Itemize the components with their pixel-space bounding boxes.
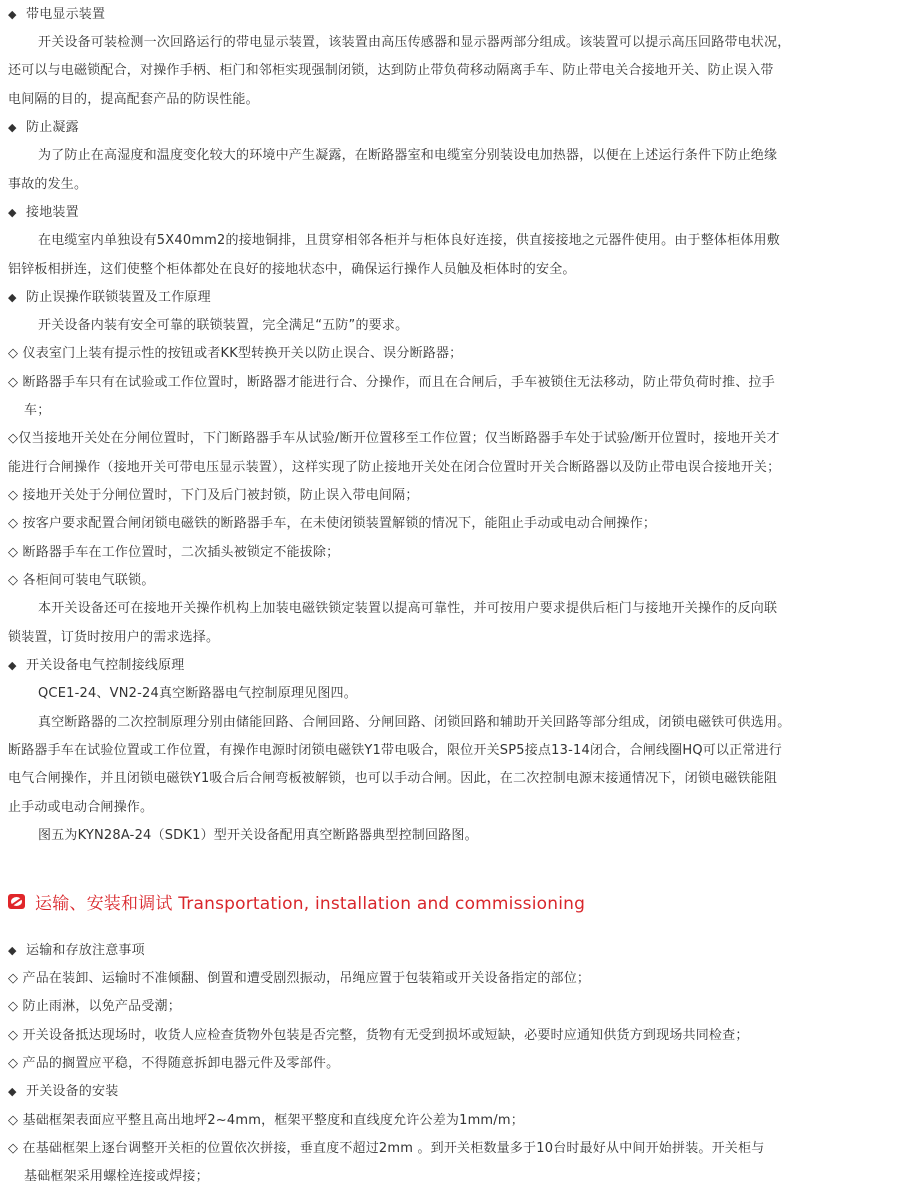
heading-transport: ◆ 运输和存放注意事项 xyxy=(8,943,145,958)
list-item: ◇ 接地开关处于分闸位置时，下门及后门被封锁，防止误入带电间隔； xyxy=(8,488,419,503)
paragraph-line: 还可以与电磁锁配合，对操作手柄、柜门和邻柜实现强制闭锁，达到防止带负荷移动隔离手车、防止带电关合接地开关、防止误入带 xyxy=(8,63,774,78)
diamond-bullet-icon: ◆ xyxy=(8,1085,17,1098)
list-item: ◇ 开关设备抵达现场时，收货人应检查货物外包装是否完整，货物有无受到损坏或短缺，必要时应通知供货方到现场共同检查； xyxy=(8,1028,749,1043)
diamond-bullet-icon: ◆ xyxy=(8,659,17,672)
list-item: ◇ 产品的搁置应平稳，不得随意拆卸电器元件及零部件。 xyxy=(8,1056,340,1071)
list-item: ◇ 在基础框架上逐台调整开关柜的位置依次拼接，垂直度不超过2mm 。到开关柜数量多于10台时最好从中间开始拼装。开关柜与 xyxy=(8,1141,765,1156)
paragraph-line: 止手动或电动合闸操作。 xyxy=(8,800,154,815)
paragraph-line: QCE1-24、VN2-24真空断路器电气控制原理见图四。 xyxy=(38,686,357,701)
diamond-bullet-icon: ◆ xyxy=(8,944,17,957)
heading-control-wiring: ◆ 开关设备电气控制接线原理 xyxy=(8,658,185,673)
paragraph-line: 事故的发生。 xyxy=(8,177,88,192)
paragraph-line: 电间隔的目的，提高配套产品的防误性能。 xyxy=(8,92,259,107)
heading-install: ◆ 开关设备的安装 xyxy=(8,1084,119,1099)
paragraph-line: 电气合闸操作，并且闭锁电磁铁Y1吸合后合闸弯板被解锁，也可以手动合闸。因此，在二次控制电源末接通情况下，闭锁电磁铁能阻 xyxy=(8,771,778,786)
diamond-bullet-icon: ◆ xyxy=(8,121,17,134)
paragraph-line: 开关设备内装有安全可靠的联锁装置，完全满足“五防”的要求。 xyxy=(38,318,409,333)
paragraph-line: 铝锌板相拼连，这们使整个柜体都处在良好的接地状态中，确保运行操作人员触及柜体时的安全。 xyxy=(8,262,576,277)
heading-grounding: ◆ 接地装置 xyxy=(8,205,79,220)
paragraph-line: 真空断路器的二次控制原理分别由储能回路、合闸回路、分闸回路、闭锁回路和辅助开关回路等部分组成，闭锁电磁铁可供选用。 xyxy=(38,715,791,730)
paragraph-line: 为了防止在高湿度和温度变化较大的环境中产生凝露，在断路器室和电缆室分别装设电加热器，以便在上述运行条件下防止绝缘 xyxy=(38,148,778,163)
paragraph-line: 开关设备可装检测一次回路运行的带电显示装置，该装置由高压传感器和显示器两部分组成。该装置可以提示高压回路带电状况， xyxy=(38,35,791,50)
list-item: ◇ 基础框架表面应平整且高出地坪2~4mm，框架平整度和直线度允许公差为1mm/m； xyxy=(8,1113,524,1128)
list-item: ◇ 仪表室门上装有提示性的按钮或者KK型转换开关以防止误合、误分断路器； xyxy=(8,346,463,361)
heading-interlock: ◆ 防止误操作联锁装置及工作原理 xyxy=(8,290,211,305)
list-item: ◇ 各柜间可装电气联锁。 xyxy=(8,573,155,588)
section-title-text: 运输、安装和调试 Transportation, installation and commissioning xyxy=(35,893,586,914)
paragraph-line: 锁装置，订货时按用户的需求选择。 xyxy=(8,630,220,645)
list-item: ◇ 断路器手车只有在试验或工作位置时，断路器才能进行合、分操作，而且在合闸后，手车被锁住无法移动，防止带负荷时推、拉手 xyxy=(8,375,775,390)
list-item-continuation: 基础框架采用螺栓连接或焊接； xyxy=(24,1169,209,1184)
heading-live-display: ◆ 带电显示装置 xyxy=(8,7,106,22)
no-entry-icon xyxy=(8,894,25,909)
list-item: ◇ 防止雨淋，以免产品受潮； xyxy=(8,999,181,1014)
section-title xyxy=(8,889,585,913)
list-item: ◇仅当接地开关处在分闸位置时，下门断路器手车从试验/断开位置移至工作位置；仅当断路器手车处于试验/断开位置时，接地开关才 xyxy=(8,431,780,446)
paragraph-line: 在电缆室内单独设有5X40mm2的接地铜排，且贯穿相邻各柜并与柜体良好连接，供直接接地之元器件使用。由于整体柜体用敷 xyxy=(38,233,780,248)
list-item: ◇ 断路器手车在工作位置时，二次插头被锁定不能拔除； xyxy=(8,545,340,560)
list-item-continuation: 能进行合闸操作（接地开关可带电压显示装置），这样实现了防止接地开关处在闭合位置时开关合断路器以及防止带电误合接地开关； xyxy=(8,460,781,475)
heading-anti-condensation: ◆ 防止凝露 xyxy=(8,120,79,135)
list-item: ◇ 按客户要求配置合闸闭锁电磁铁的断路器手车，在未使闭锁装置解锁的情况下，能阻止手动或电动合闸操作； xyxy=(8,516,657,531)
diamond-bullet-icon: ◆ xyxy=(8,291,17,304)
list-item-continuation: 车； xyxy=(24,403,51,418)
paragraph-line: 本开关设备还可在接地开关操作机构上加装电磁铁锁定装置以提高可靠性，并可按用户要求提供后柜门与接地开关操作的反向联 xyxy=(38,601,778,616)
paragraph-line: 图五为KYN28A-24（SDK1）型开关设备配用真空断路器典型控制回路图。 xyxy=(38,828,478,843)
diamond-bullet-icon: ◆ xyxy=(8,8,17,21)
list-item: ◇ 产品在装卸、运输时不准倾翻、倒置和遭受剧烈振动，吊绳应置于包装箱或开关设备指定的部位； xyxy=(8,971,591,986)
diamond-bullet-icon: ◆ xyxy=(8,206,17,219)
paragraph-line: 断路器手车在试验位置或工作位置，有操作电源时闭锁电磁铁Y1带电吸合，限位开关SP5接点13-14闭合，合闸线圈HQ可以正常进行 xyxy=(8,743,782,758)
